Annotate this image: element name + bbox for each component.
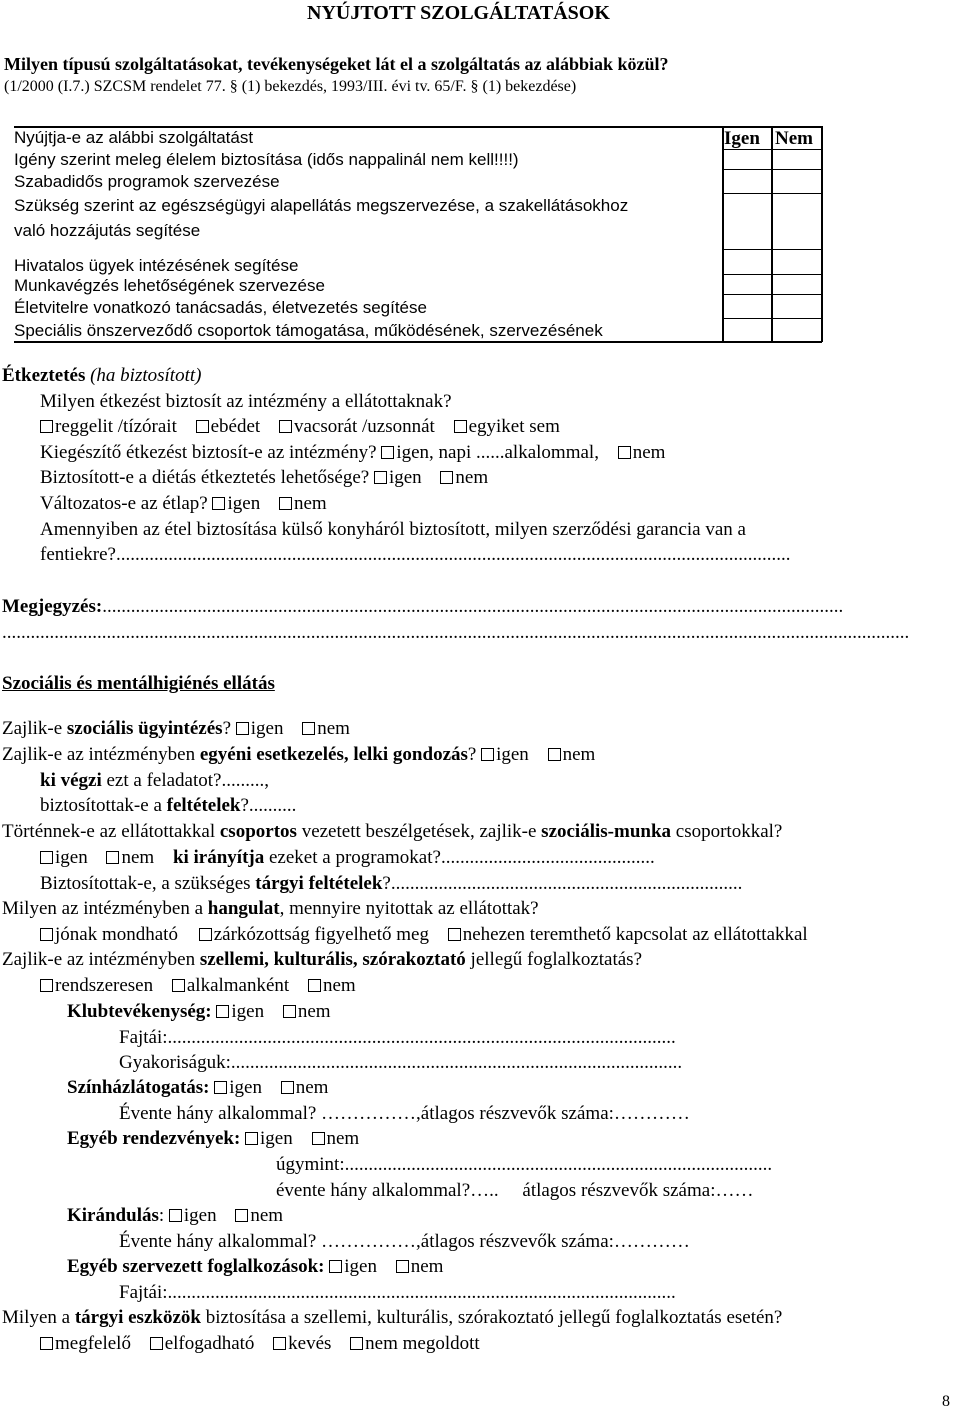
checkbox[interactable] <box>150 1337 163 1350</box>
checkbox[interactable] <box>448 928 461 941</box>
szoc-line-2: Zajlik-e az intézményben egyéni esetkezelés, lelki gondozás? igen nem <box>2 744 596 765</box>
section-question: Milyen típusú szolgáltatásokat, tevékenységeket lát el a szolgáltatás az alábbiak közül? <box>4 54 669 74</box>
checkbox[interactable] <box>216 1005 229 1018</box>
checkbox[interactable] <box>40 979 53 992</box>
szocialis-heading: Szociális és mentálhigiénés ellátás <box>2 673 275 694</box>
egyeb-foglal-line: Egyéb szervezett foglalkozások: igen nem <box>67 1256 444 1277</box>
page-number: 8 <box>942 1393 950 1410</box>
etkeztetes-q2: Kiegészítő étkezést biztosít-e az intézmény? igen, napi ......alkalommal, nem <box>40 442 666 463</box>
table-row: Munkavégzés lehetőségének szervezése <box>14 276 325 295</box>
checkbox[interactable] <box>381 446 394 459</box>
checkbox[interactable] <box>454 420 467 433</box>
checkbox[interactable] <box>214 1081 227 1094</box>
table-row: Hivatalos ügyek intézésének segítése <box>14 256 299 275</box>
szinhaz-evente: Évente hány alkalommal? ……………,átlagos részvevők száma:………… <box>119 1103 690 1124</box>
checkbox[interactable] <box>308 979 321 992</box>
szoc-line-4: biztosítottak-e a feltételek?.......... <box>40 795 297 816</box>
megjegyzes: Megjegyzés:............................................................................................................................................................ <box>2 596 844 617</box>
checkbox[interactable] <box>374 471 387 484</box>
egyeb-rend-line: Egyéb rendezvények: igen nem <box>67 1128 360 1149</box>
kirandulas-line: Kirándulás: igen nem <box>67 1205 284 1226</box>
szoc-line-1: Zajlik-e szociális ügyintézés? igen nem <box>2 718 350 739</box>
szinhaz-line: Színházlátogatás: igen nem <box>67 1077 329 1098</box>
etkeztetes-q4: Változatos-e az étlap? igen nem <box>40 493 327 514</box>
checkbox[interactable] <box>40 1337 53 1350</box>
col-yes: Igen <box>724 128 760 149</box>
klub-line: Klubtevékenység: igen nem <box>67 1001 331 1022</box>
checkbox[interactable] <box>106 851 119 864</box>
table-row: való hozzájutás segítése <box>14 221 201 240</box>
checkbox[interactable] <box>235 1209 248 1222</box>
checkbox[interactable] <box>169 1209 182 1222</box>
checkbox[interactable] <box>396 1260 409 1273</box>
table-header: Nyújtja-e az alábbi szolgáltatást <box>14 128 254 147</box>
etkeztetes-options: reggelit /tízórait ebédet vacsorát /uzsonnát egyiket sem <box>40 416 560 438</box>
table-row: Speciális önszerveződő csoportok támogatása, működésének, szervezésének <box>14 321 603 340</box>
klub-gyakorisag: Gyakoriságuk:............................................................................................... <box>119 1052 683 1073</box>
checkbox[interactable] <box>281 1081 294 1094</box>
col-no: Nem <box>775 128 813 149</box>
etkeztetes-q5-line2: fentiekre?.............................................................................................................................................. <box>40 544 791 565</box>
checkbox[interactable] <box>312 1132 325 1145</box>
szoc-line-3: ki végzi ezt a feladatot?........., <box>40 770 269 791</box>
checkbox[interactable] <box>245 1132 258 1145</box>
law-reference: (1/2000 (I.7.) SZCSM rendelet 77. § (1) bekezdés, 1993/III. évi tv. 65/F. § (1) bekezdése) <box>4 78 577 95</box>
szoc-line-5: Történnek-e az ellátottakkal csoportos vezetett beszélgetések, zajlik-e szociális-munka csoportokkal? <box>2 821 783 842</box>
targyi-options: megfelelő elfogadható kevés nem megoldott <box>40 1333 480 1355</box>
checkbox[interactable] <box>548 748 561 761</box>
checkbox[interactable] <box>481 748 494 761</box>
szoc-line-11: rendszeresen alkalmanként nem <box>40 975 356 997</box>
szoc-line-7: Biztosítottak-e, a szükséges tárgyi feltételek?.......................................................................... <box>40 873 743 894</box>
egyeb-evente: évente hány alkalommal?….. átlagos részvevők száma:…… <box>276 1180 754 1201</box>
checkbox[interactable] <box>279 497 292 510</box>
etkeztetes-q5-line1: Amennyiben az étel biztosítása külső konyháról biztosított, milyen szerződési garancia van a <box>40 519 746 540</box>
szoc-line-6: igen nem ki irányítja ezeket a programokat?............................................. <box>40 847 655 869</box>
checkbox[interactable] <box>618 446 631 459</box>
egyeb-ugymint: úgymint:.......................................................................................... <box>276 1154 773 1175</box>
kirandulas-evente: Évente hány alkalommal? ……………,átlagos részvevők száma:………… <box>119 1231 690 1252</box>
szoc-line-9: jónak mondható zárkózottság figyelhető meg nehezen teremthető kapcsolat az ellátottakkal <box>40 924 808 946</box>
klub-fajtai: Fajtái:........................................................................................................... <box>119 1027 676 1048</box>
table-row: Szükség szerint az egészségügyi alapellátás megszervezése, a szakellátásokhoz <box>14 196 629 215</box>
checkbox[interactable] <box>212 497 225 510</box>
page-title: NYÚJTOTT SZOLGÁLTATÁSOK <box>307 2 610 24</box>
checkbox[interactable] <box>350 1337 363 1350</box>
etkeztetes-q3: Biztosított-e a diétás étkeztetés lehetősége? igen nem <box>40 467 489 488</box>
checkbox[interactable] <box>273 1337 286 1350</box>
szoc-line-8: Milyen az intézményben a hangulat, mennyire nyitottak az ellátottak? <box>2 898 539 919</box>
targyi-line: Milyen a tárgyi eszközök biztosítása a szellemi, kulturális, szórakoztató jellegű foglalkoztatás esetén? <box>2 1307 783 1328</box>
checkbox[interactable] <box>279 420 292 433</box>
checkbox[interactable] <box>283 1005 296 1018</box>
megjegyzes-line2: ............................................................................................................................................................................................... <box>2 622 910 643</box>
egyeb-foglal-fajtai: Fajtái:........................................................................................................... <box>119 1282 676 1303</box>
checkbox[interactable] <box>40 928 53 941</box>
checkbox[interactable] <box>196 420 209 433</box>
checkbox[interactable] <box>172 979 185 992</box>
table-row: Szabadidős programok szervezése <box>14 172 280 191</box>
szoc-line-10: Zajlik-e az intézményben szellemi, kulturális, szórakoztató jellegű foglalkoztatás? <box>2 949 643 970</box>
checkbox[interactable] <box>440 471 453 484</box>
table-row: Életvitelre vonatkozó tanácsadás, életvezetés segítése <box>14 298 427 317</box>
table-row: Igény szerint meleg élelem biztosítása (idős nappalinál nem kell!!!!) <box>14 150 519 169</box>
etkeztetes-q1: Milyen étkezést biztosít az intézmény a ellátottaknak? <box>40 391 452 412</box>
checkbox[interactable] <box>302 722 315 735</box>
etkeztetes-heading: Étkeztetés (ha biztosított) <box>2 365 202 386</box>
checkbox[interactable] <box>40 851 53 864</box>
checkbox[interactable] <box>236 722 249 735</box>
checkbox[interactable] <box>199 928 212 941</box>
checkbox[interactable] <box>40 420 53 433</box>
checkbox[interactable] <box>329 1260 342 1273</box>
